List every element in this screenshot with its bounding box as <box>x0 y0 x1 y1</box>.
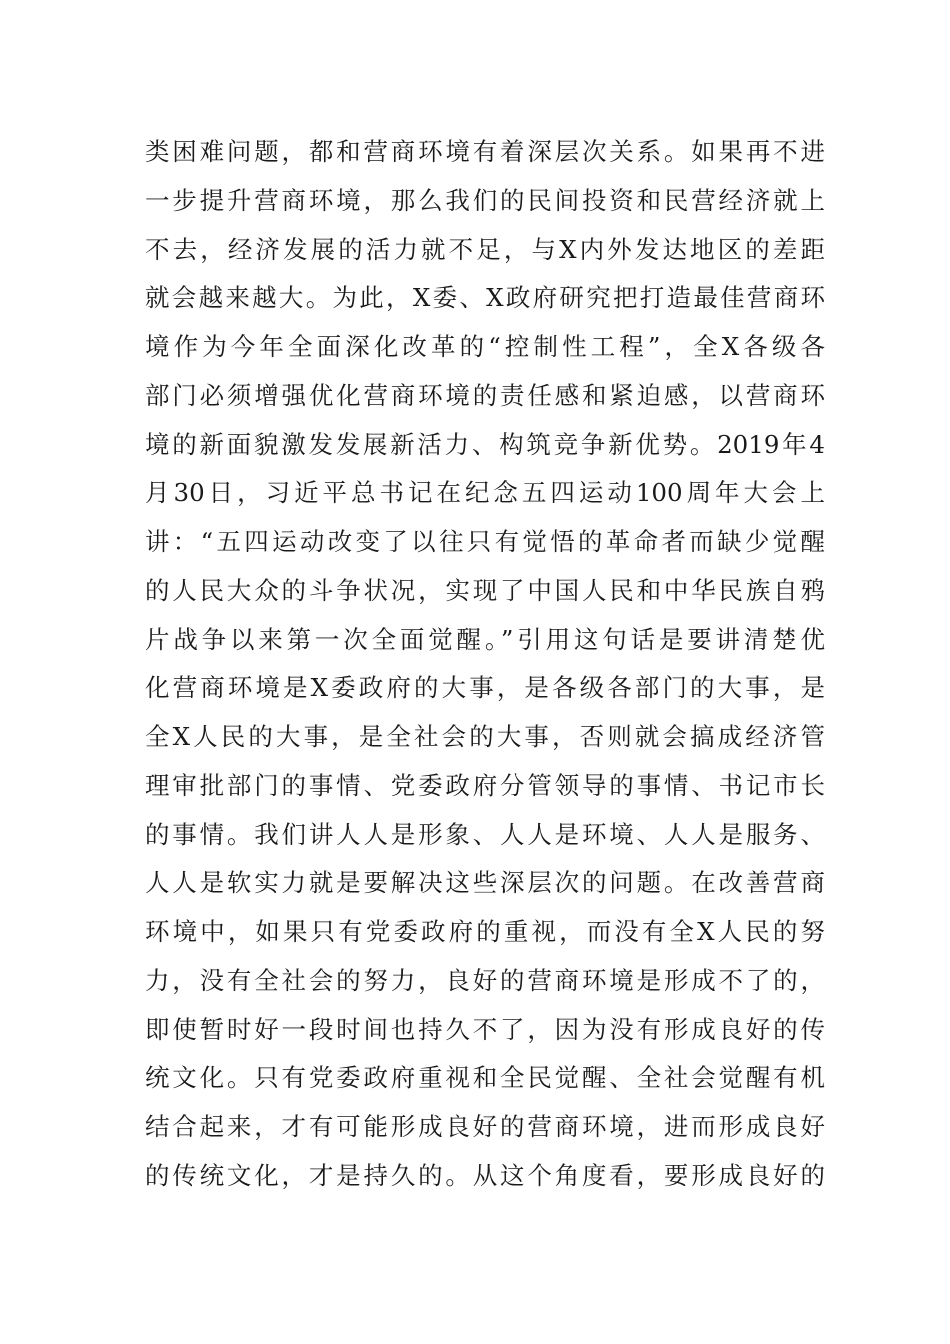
text-line: 境作为今年全面深化改革的“控制性工程”，全X各级各 <box>145 332 825 361</box>
body-paragraph <box>145 128 825 1201</box>
text-line: 环境中，如果只有党委政府的重视，而没有全X人民的努 <box>145 917 825 946</box>
text-line: 的传统文化，才是持久的。从这个角度看，要形成良好的 <box>145 1160 825 1190</box>
text-line: 全X人民的大事，是全社会的大事，否则就会搞成经济管 <box>145 722 825 751</box>
text-line: 的事情。我们讲人人是形象、人人是环境、人人是服务、 <box>145 819 825 849</box>
text-line: 即使暂时好一段时间也持久不了，因为没有形成良好的传 <box>145 1014 825 1044</box>
text-line: 不去，经济发展的活力就不足，与X内外发达地区的差距 <box>145 234 825 264</box>
text-line: 境的新面貌激发发展新活力、构筑竞争新优势。2019年4 <box>145 429 825 459</box>
text-line: 就会越来越大。为此，X委、X政府研究把打造最佳营商环 <box>145 283 825 313</box>
text-line: 一步提升营商环境，那么我们的民间投资和民营经济就上 <box>145 185 825 215</box>
text-line: 月30日，习近平总书记在纪念五四运动100周年大会上 <box>145 478 825 508</box>
text-line: 力，没有全社会的努力，良好的营商环境是形成不了的， <box>145 965 825 995</box>
text-line: 理审批部门的事情、党委政府分管领导的事情、书记市长 <box>145 770 825 800</box>
text-line: 讲：“五四运动改变了以往只有觉悟的革命者而缺少觉醒 <box>145 527 825 556</box>
text-line: 结合起来，才有可能形成良好的营商环境，进而形成良好 <box>145 1112 825 1141</box>
text-line: 的人民大众的斗争状况，实现了中国人民和中华民族自鸦 <box>145 575 825 605</box>
text-line: 片战争以来第一次全面觉醒。”引用这句话是要讲清楚优 <box>145 624 825 654</box>
text-line: 部门必须增强优化营商环境的责任感和紧迫感，以营商环 <box>145 380 825 410</box>
text-line: 统文化。只有党委政府重视和全民觉醒、全社会觉醒有机 <box>145 1063 825 1093</box>
text-line: 化营商环境是X委政府的大事，是各级各部门的大事，是 <box>145 673 825 703</box>
text-line: 人人是软实力就是要解决这些深层次的问题。在改善营商 <box>145 868 825 898</box>
text-line: 类困难问题，都和营商环境有着深层次关系。如果再不进 <box>145 137 825 166</box>
